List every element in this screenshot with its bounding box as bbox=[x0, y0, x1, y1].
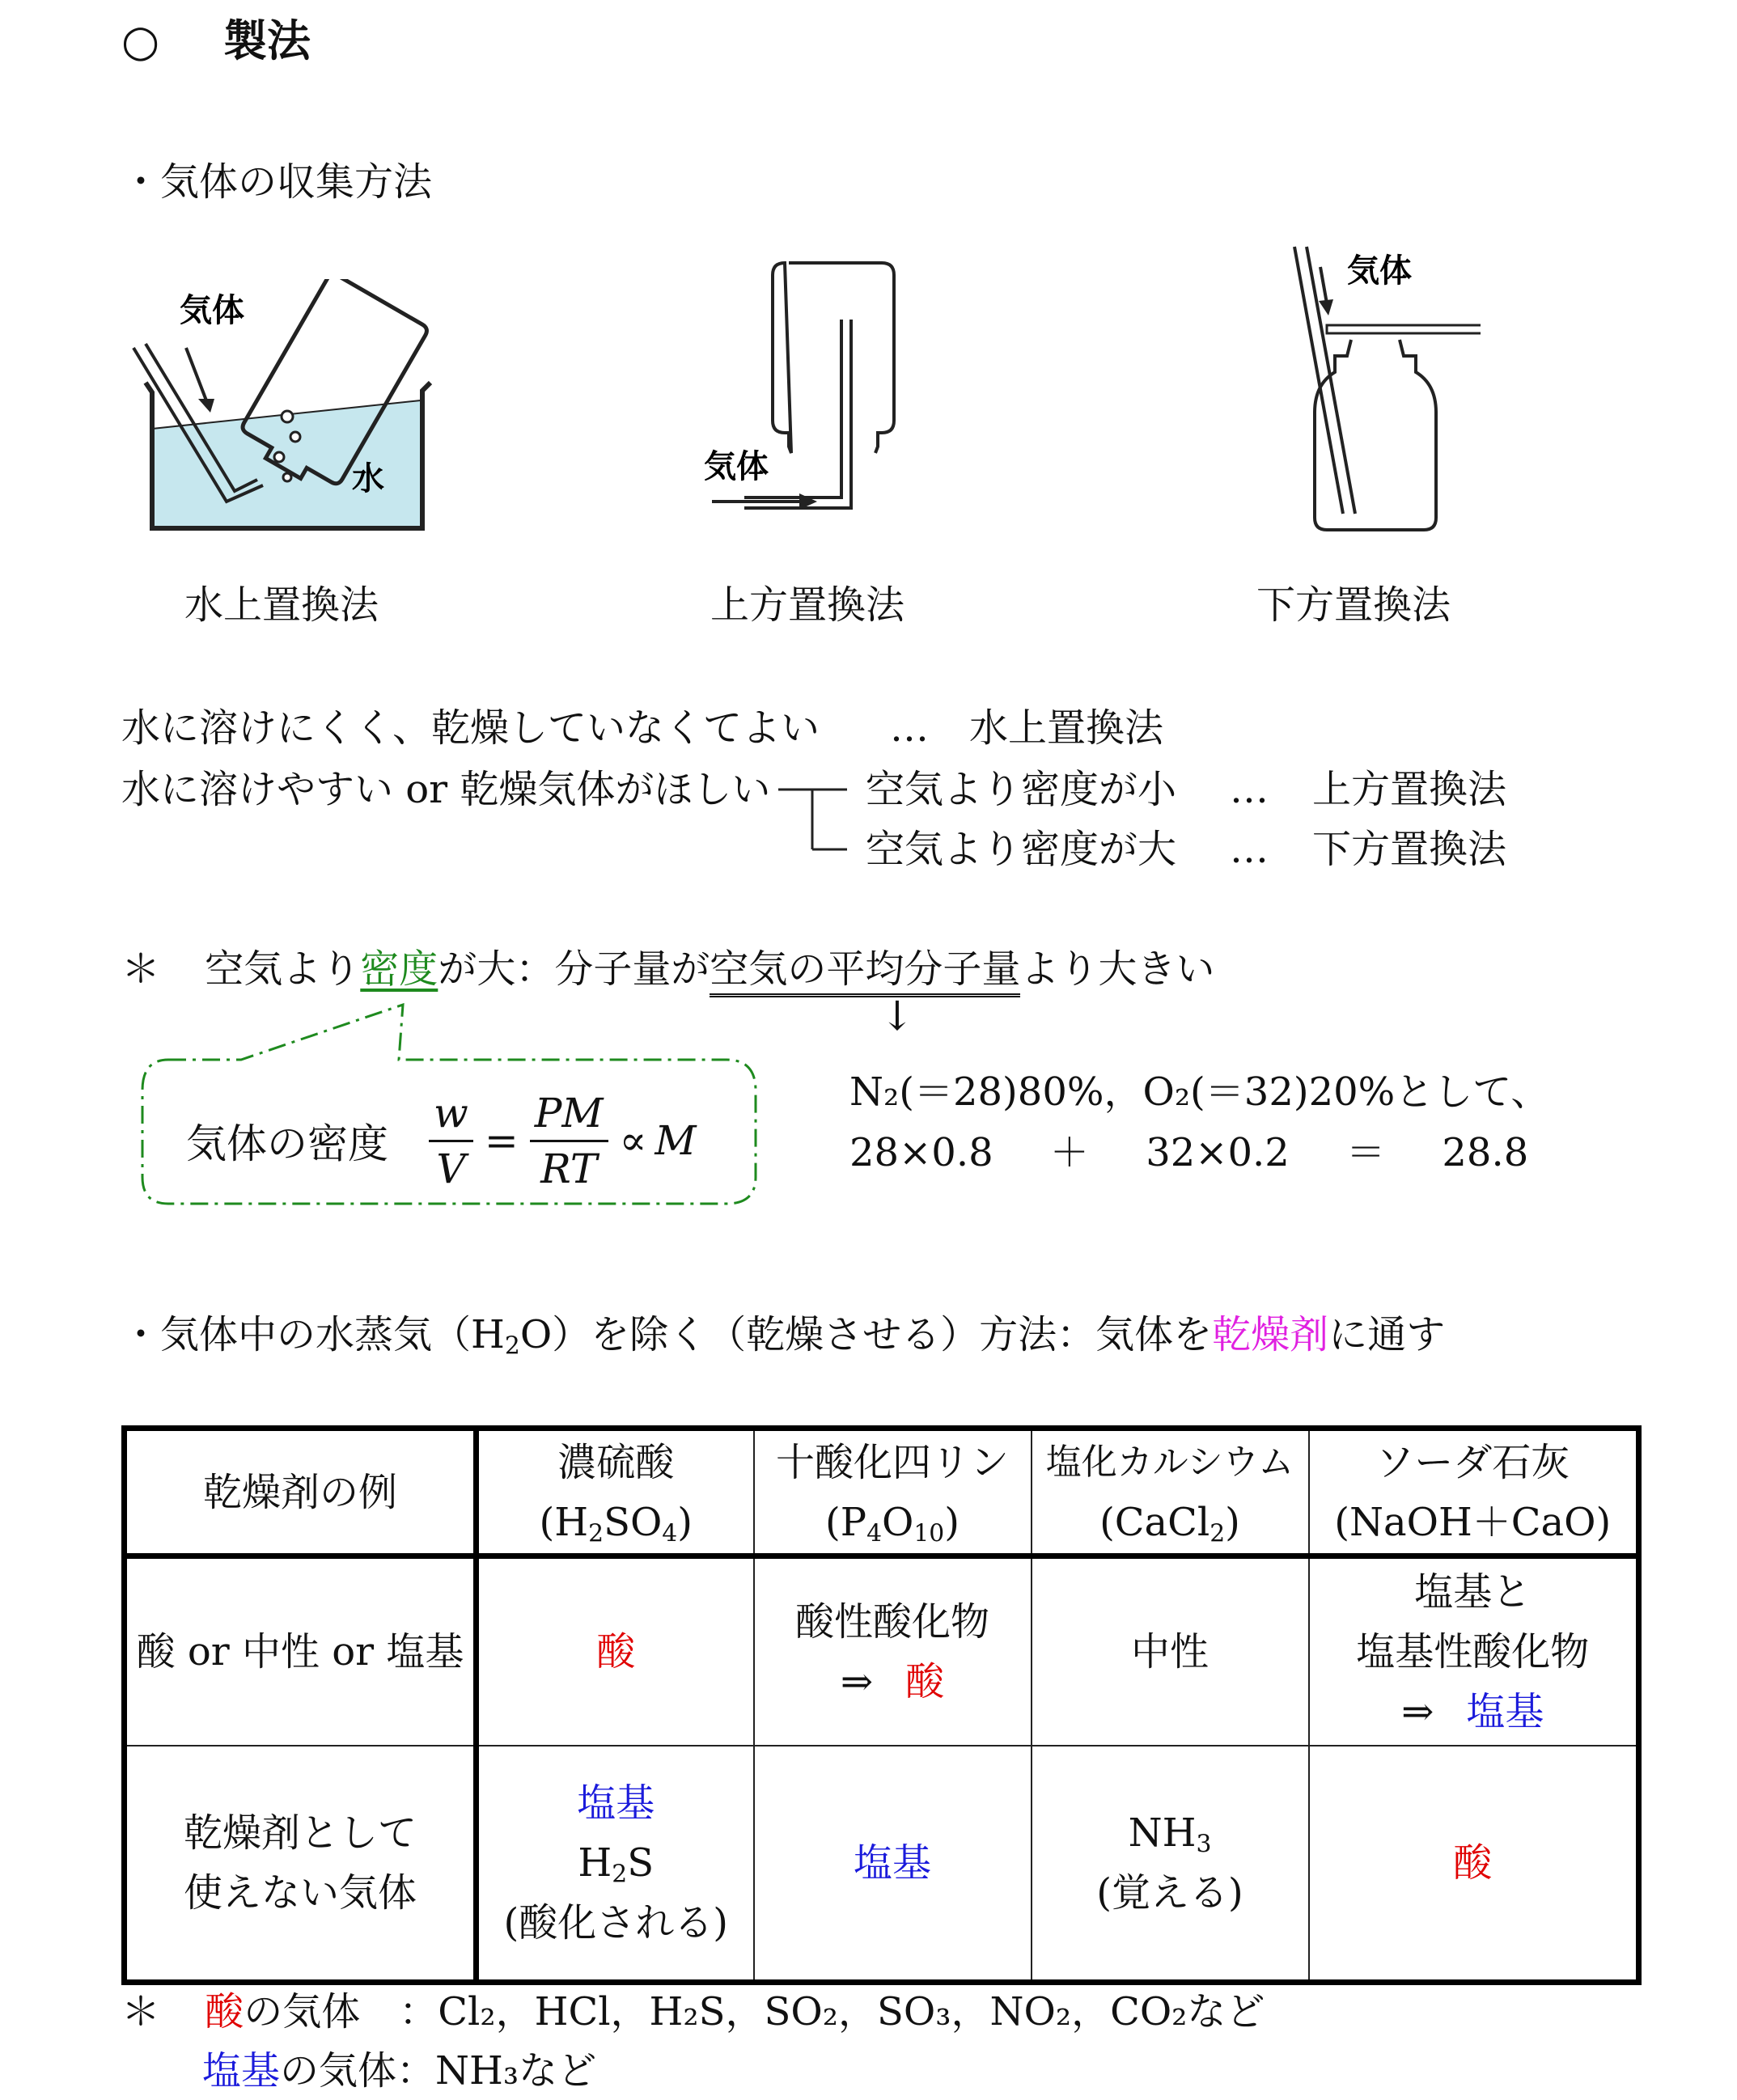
drying-title-part3: O）を除く（乾燥させる）方法：気体を bbox=[519, 1312, 1213, 1357]
air-composition-line: N₂(＝28)80%，O₂(＝32)20%として、 bbox=[849, 1069, 1550, 1115]
note-part3: が大：分子量が bbox=[438, 946, 710, 992]
drying-agent-word: 乾燥剤 bbox=[1212, 1312, 1329, 1357]
down-arrow: ↓ bbox=[880, 993, 914, 1039]
soda-lime-acidity bbox=[1309, 1556, 1639, 1746]
soda-lime-acidity-a: 塩基と bbox=[1414, 1569, 1532, 1615]
sulfuric-acid-unusable bbox=[477, 1746, 754, 1983]
table-header-row bbox=[125, 1429, 1639, 1556]
cacl2-name: 塩化カルシウム bbox=[1045, 1441, 1294, 1483]
header-cacl2 bbox=[1032, 1429, 1309, 1556]
downward-diagram-gas-label: 気体 bbox=[1347, 252, 1412, 290]
header-label: 乾燥剤の例 bbox=[202, 1469, 397, 1515]
cacl2-unusable bbox=[1032, 1746, 1309, 1983]
note-density-word: 密度 bbox=[360, 946, 438, 992]
formula-label: 気体の密度 bbox=[186, 1120, 388, 1167]
calc-plus: ＋ bbox=[1049, 1130, 1089, 1175]
sulfuric-unusable-h2s: $H_2S$ bbox=[578, 1840, 655, 1889]
formula-equals: = bbox=[484, 1117, 519, 1164]
cacl2-unusable-nh3: $NH_3$ bbox=[1128, 1810, 1212, 1859]
footer-acid-list: の気体 ：Cl₂，HCl，H₂S，SO₂，SO₃，NO₂，CO₂など bbox=[244, 1989, 1265, 2034]
water-diagram-water-label: 水 bbox=[352, 460, 384, 497]
branch-heavier-method: 下方置換法 bbox=[1312, 827, 1507, 872]
rule-soluble-condition: 水に溶けやすい or 乾燥気体がほしい bbox=[121, 767, 771, 812]
collection-section-title: ・気体の収集方法 bbox=[121, 159, 433, 205]
table-row-unusable-gases bbox=[125, 1746, 1639, 1983]
footer-base-list: の気体：NH₃など bbox=[280, 2048, 597, 2094]
caption-downward-displacement: 下方置換法 bbox=[1256, 582, 1451, 628]
upward-diagram-gas-label: 気体 bbox=[704, 448, 769, 485]
formula-pm: PM bbox=[534, 1089, 604, 1137]
calc-o2: 32×0.2 bbox=[1146, 1130, 1290, 1175]
upward-displacement-diagram bbox=[696, 259, 938, 526]
cacl2-acidity: 中性 bbox=[1032, 1556, 1309, 1746]
header-soda-lime bbox=[1309, 1429, 1639, 1556]
page-heading bbox=[121, 6, 311, 69]
p4o10-acidity bbox=[754, 1556, 1032, 1746]
soda-lime-unusable: 酸 bbox=[1309, 1746, 1639, 1983]
branch-lighter-dots: … bbox=[1230, 767, 1269, 812]
drying-title-part1: ・気体中の水蒸気（H bbox=[121, 1312, 505, 1357]
soda-lime-acidity-result: ⇒ 塩基 bbox=[1401, 1688, 1544, 1734]
caption-upward-displacement: 上方置換法 bbox=[710, 582, 905, 628]
density-note-line bbox=[121, 945, 1214, 993]
sulfuric-acid-name: 濃硫酸 bbox=[557, 1439, 675, 1485]
soda-lime-formula: (NaOH＋CaO) bbox=[1334, 1499, 1612, 1545]
formula-w: w bbox=[434, 1089, 468, 1137]
formula-w-over-v bbox=[429, 1090, 473, 1192]
rule-insoluble-dots: … bbox=[890, 705, 929, 751]
table-row-acidity bbox=[125, 1556, 1639, 1746]
downward-displacement-diagram bbox=[1270, 243, 1481, 542]
drying-title-part5: に通す bbox=[1328, 1312, 1446, 1357]
density-formula bbox=[186, 1080, 697, 1201]
drying-section-title bbox=[121, 1310, 1445, 1359]
branch-lighter-condition: 空気より密度が小 bbox=[866, 767, 1177, 812]
header-p4o10 bbox=[754, 1429, 1032, 1556]
footer-base-word: 塩基 bbox=[202, 2048, 281, 2094]
cacl2-formula: (CaCl$_2$) bbox=[1099, 1499, 1240, 1547]
calc-n2: 28×0.8 bbox=[849, 1130, 993, 1175]
calc-result: 28.8 bbox=[1442, 1130, 1529, 1175]
footer-acid-word: 酸 bbox=[205, 1989, 244, 2034]
drying-title-sub: 2 bbox=[504, 1332, 520, 1361]
air-mean-calc bbox=[849, 1128, 1528, 1177]
caption-water-displacement: 水上置換法 bbox=[184, 582, 379, 628]
unusable-label-b: 使えない気体 bbox=[183, 1869, 417, 1916]
unusable-label-a: 乾燥剤として bbox=[183, 1810, 417, 1856]
sulfuric-unusable-note: (酸化される) bbox=[503, 1899, 728, 1945]
formula-rt: RT bbox=[540, 1145, 598, 1192]
sulfuric-unusable-base: 塩基 bbox=[577, 1780, 655, 1826]
p4o10-unusable: 塩基 bbox=[754, 1746, 1032, 1983]
soda-lime-name: ソーダ石灰 bbox=[1375, 1439, 1570, 1485]
branch-heavier-condition: 空気より密度が大 bbox=[866, 827, 1177, 872]
unusable-label-cell bbox=[125, 1746, 477, 1983]
water-displacement-diagram bbox=[121, 279, 461, 546]
drying-agent-table bbox=[121, 1425, 1642, 1985]
acidity-label: 酸 or 中性 or 塩基 bbox=[136, 1628, 464, 1674]
branch-heavier-dots: … bbox=[1230, 827, 1269, 872]
formula-m: M bbox=[655, 1117, 697, 1164]
header-sulfuric-acid bbox=[477, 1429, 754, 1556]
p4o10-name: 十酸化四リン bbox=[775, 1439, 1009, 1485]
water-diagram-gas-label: 気体 bbox=[180, 292, 244, 329]
p4o10-acidity-desc: 酸性酸化物 bbox=[794, 1598, 989, 1645]
footer-star: ＊ bbox=[121, 1989, 161, 2034]
header-label-cell bbox=[125, 1429, 477, 1556]
heading-circle-mark: ○ bbox=[121, 15, 160, 66]
formula-v: V bbox=[436, 1145, 466, 1192]
branch-lighter-method: 上方置換法 bbox=[1312, 767, 1507, 812]
branch-connector-lines bbox=[778, 777, 847, 854]
acidity-label-cell bbox=[125, 1556, 477, 1746]
soda-lime-acidity-b: 塩基性酸化物 bbox=[1356, 1628, 1590, 1674]
p4o10-acidity-result: ⇒ 酸 bbox=[840, 1658, 945, 1704]
sulfuric-acid-acidity: 酸 bbox=[477, 1556, 754, 1746]
formula-pm-over-rt bbox=[530, 1090, 608, 1192]
calc-equals: ＝ bbox=[1346, 1130, 1386, 1175]
sulfuric-acid-formula: $(H_2SO_4)$ bbox=[539, 1499, 693, 1547]
page-title: 製法 bbox=[222, 15, 311, 66]
rule-insoluble-method: 水上置換法 bbox=[969, 705, 1164, 751]
rule-insoluble-condition: 水に溶けにくく、乾燥していなくてよい bbox=[121, 705, 820, 751]
cacl2-unusable-note: (覚える) bbox=[1096, 1869, 1243, 1916]
note-air-mean-mass: 空気の平均分子量 bbox=[710, 946, 1020, 997]
footer-base-gases bbox=[202, 2047, 596, 2095]
p4o10-formula: $(P_4O_{10})$ bbox=[825, 1499, 960, 1547]
footer-acid-gases bbox=[121, 1988, 1265, 2036]
formula-proportional: ∝ bbox=[619, 1117, 647, 1164]
note-star: ＊ bbox=[121, 946, 161, 992]
note-part1: 空気より bbox=[205, 946, 361, 992]
note-part5: より大きい bbox=[1020, 946, 1215, 992]
